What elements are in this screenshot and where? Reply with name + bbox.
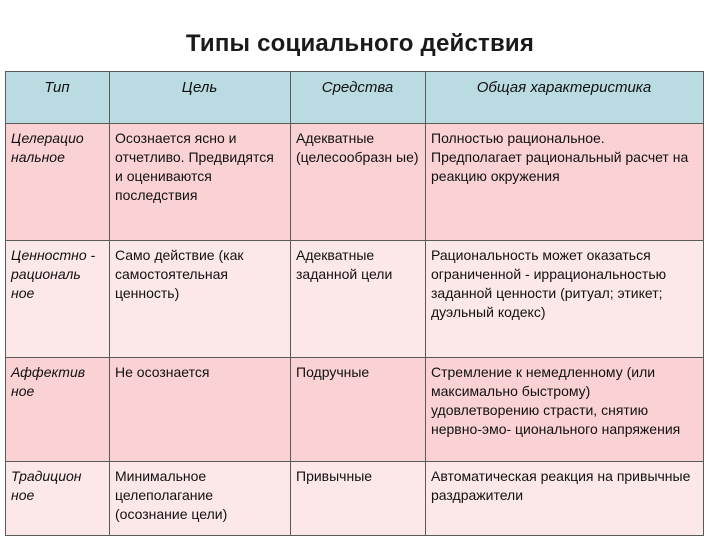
cell-general: Автоматическая реакция на привычные раздражители <box>426 462 704 536</box>
table-row <box>6 241 704 358</box>
cell-type: Традицион ное <box>6 462 110 536</box>
table-row <box>6 124 704 241</box>
table-row <box>6 358 704 462</box>
social-action-types-table <box>5 71 704 536</box>
cell-means: Адекватные заданной цели <box>291 241 426 358</box>
header-means: Средства <box>291 72 426 124</box>
cell-general: Рациональность может оказаться ограниченной - иррациональностью заданной ценности (ритуал; этикет; дуэльный кодекс) <box>426 241 704 358</box>
cell-goal: Осознается ясно и отчетливо. Предвидятся и оцениваются последствия <box>110 124 291 241</box>
cell-goal: Минимальное целеполагание (осознание цели) <box>110 462 291 536</box>
header-general: Общая характеристика <box>426 72 704 124</box>
cell-type: Ценностно - рациональ ное <box>6 241 110 358</box>
cell-goal: Не осознается <box>110 358 291 462</box>
page-title: Типы социального действия <box>185 30 535 57</box>
cell-goal: Само действие (как самостоятельная ценность) <box>110 241 291 358</box>
table-row <box>6 462 704 536</box>
cell-type: Аффектив ное <box>6 358 110 462</box>
cell-general: Стремление к немедленному (или максимально быстрому) удовлетворению страсти, снятию нервно-эмо- ционального напряжения <box>426 358 704 462</box>
cell-means: Подручные <box>291 358 426 462</box>
cell-means: Адекватные (целесообразн ые) <box>291 124 426 241</box>
header-row <box>6 72 704 124</box>
header-type: Тип <box>6 72 110 124</box>
cell-type: Целерацио нальное <box>6 124 110 241</box>
header-goal: Цель <box>110 72 291 124</box>
cell-general: Полностью рациональное. Предполагает рациональный расчет на реакцию окружения <box>426 124 704 241</box>
cell-means: Привычные <box>291 462 426 536</box>
